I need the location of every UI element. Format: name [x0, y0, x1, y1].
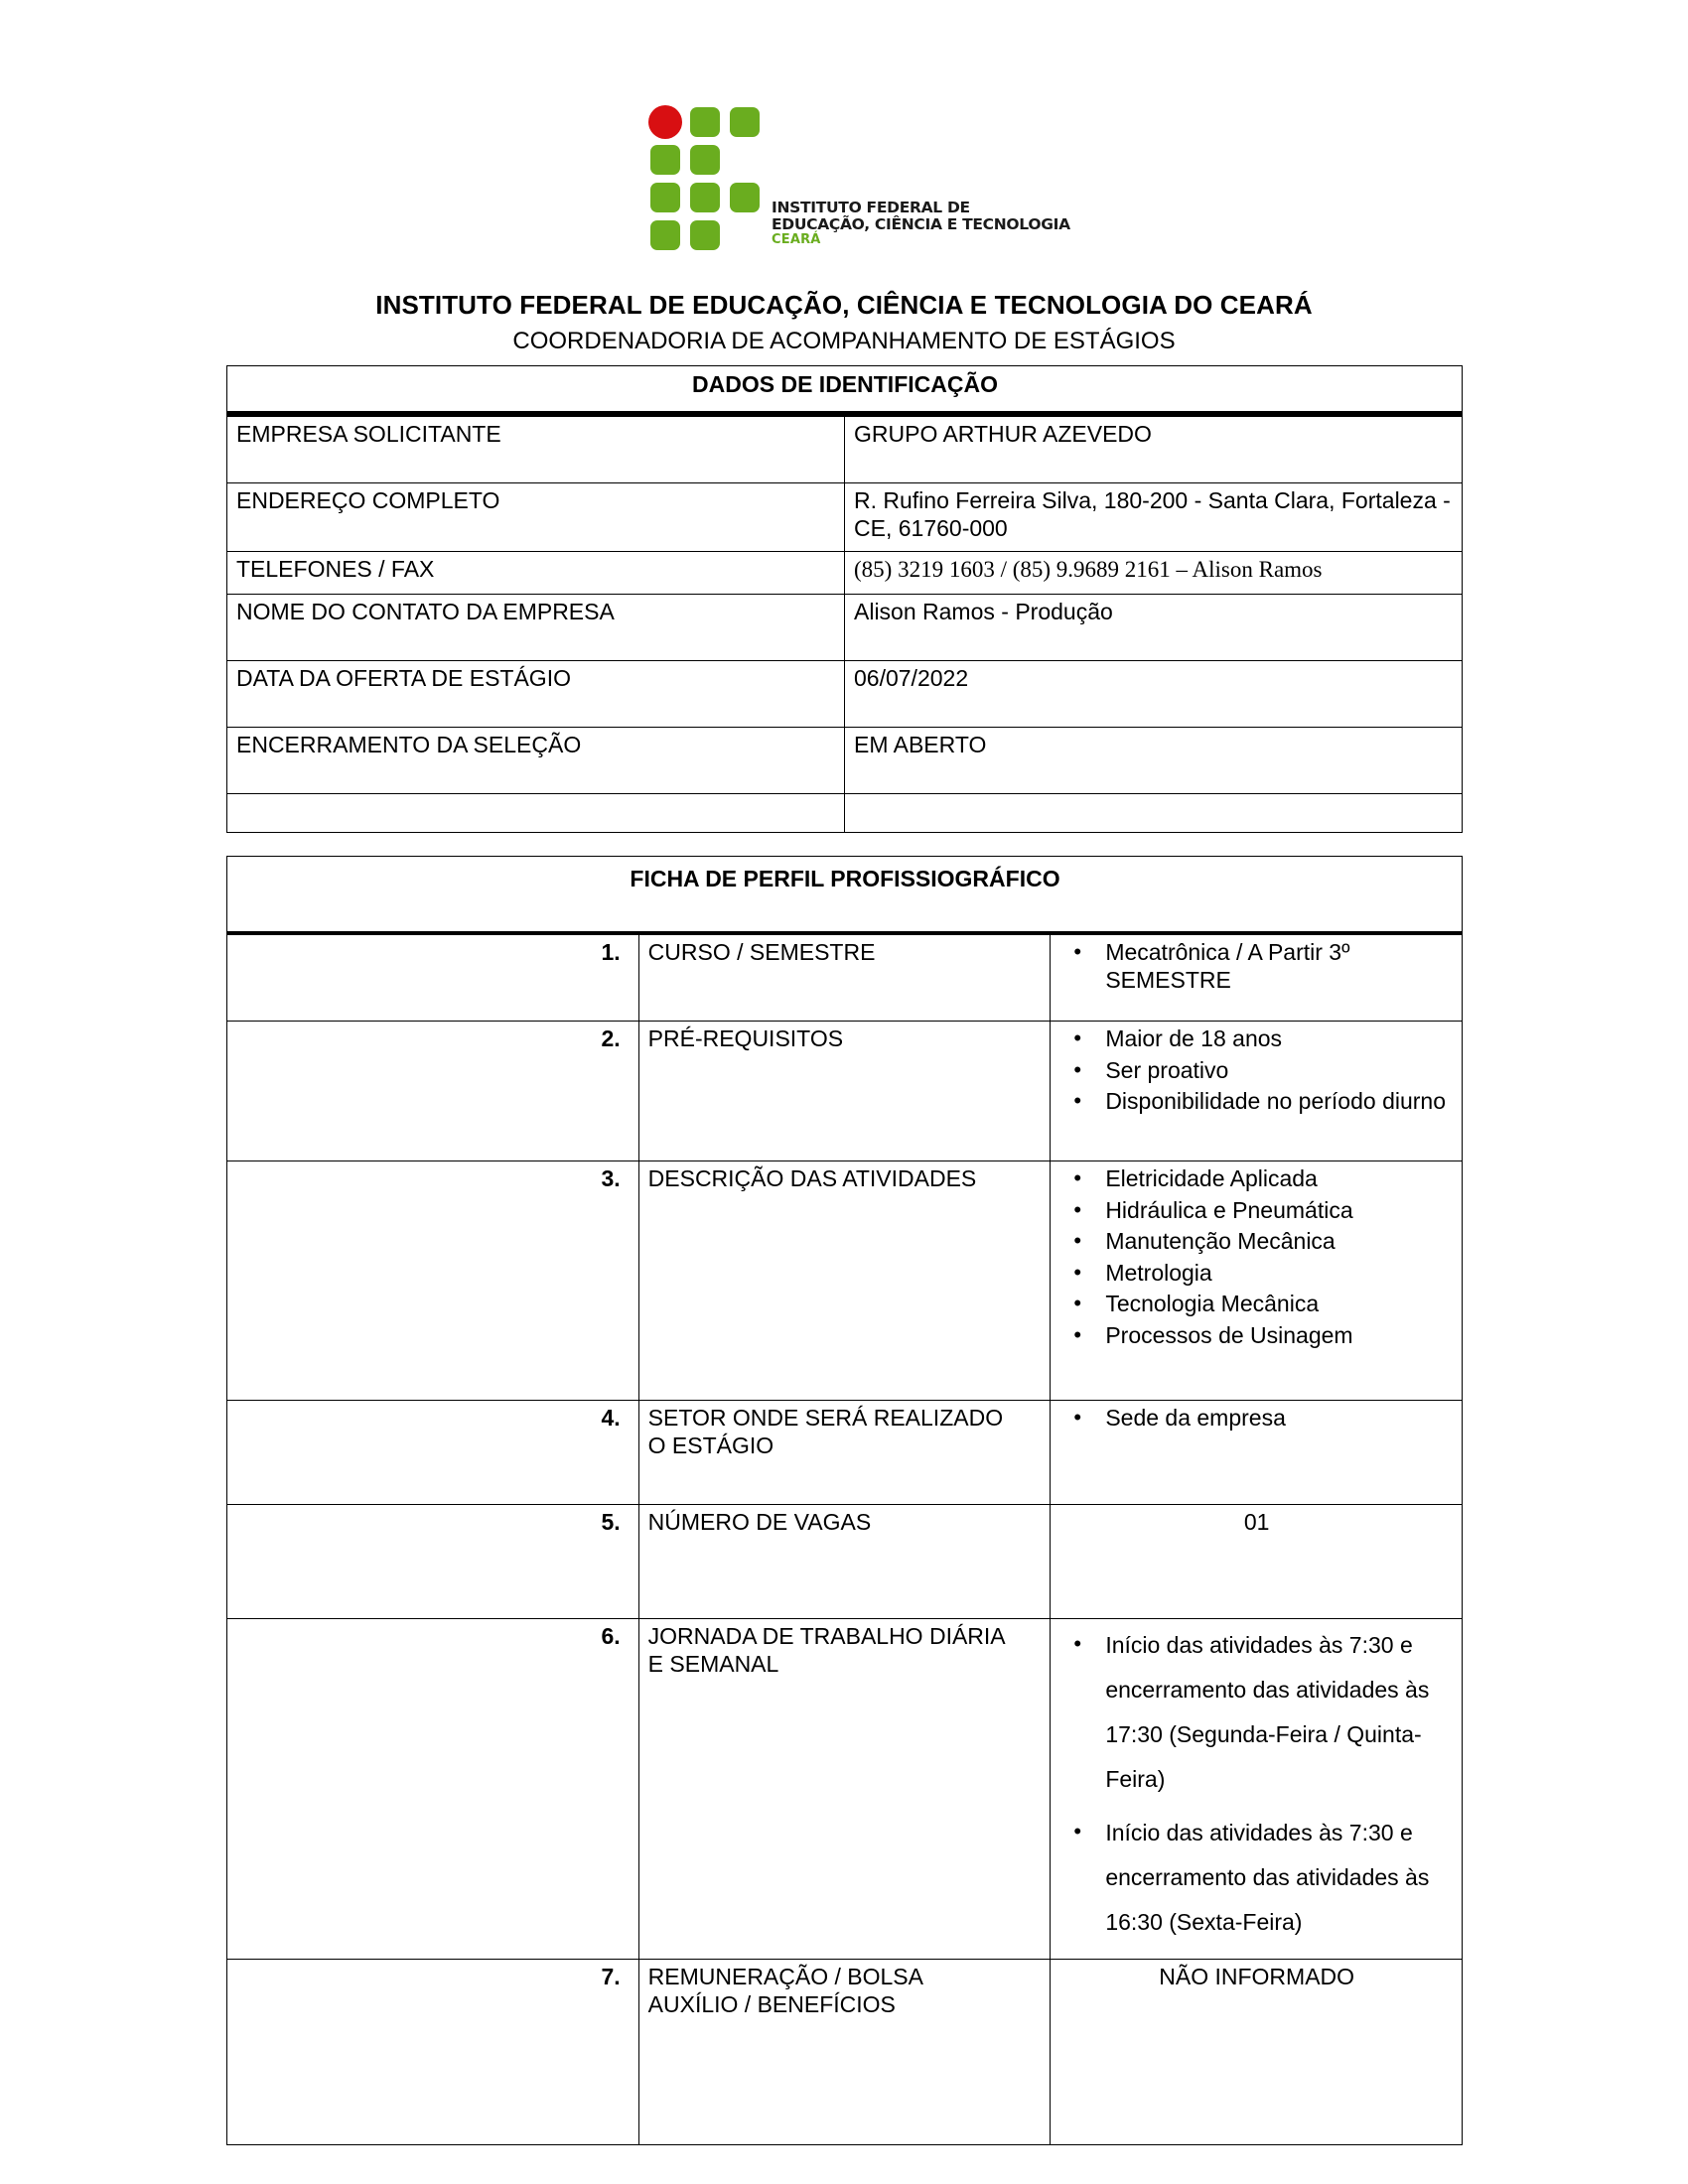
item-value-descricao-atividades	[1051, 1161, 1463, 1401]
list-item: • Processos de Usinagem	[1105, 1322, 1454, 1350]
item-label-jornada	[638, 1619, 1051, 1960]
item-label-setor-line1: SETOR ONDE SERÁ REALIZADO	[647, 1405, 1004, 1431]
item-value-curso-semestre	[1051, 933, 1463, 1022]
table-row-empty	[227, 794, 1463, 833]
ifce-logo	[650, 107, 1070, 250]
item-label-curso-semestre: CURSO / SEMESTRE	[638, 933, 1051, 1022]
list-item: • Disponibilidade no período diurno	[1105, 1088, 1454, 1116]
ifce-logo-mark	[650, 107, 764, 250]
row-label-empresa: EMPRESA SOLICITANTE	[227, 414, 845, 483]
list-item: • Início das atividades às 7:30 e encerramento das atividades às 16:30 (Sexta-Feira)	[1105, 1811, 1454, 1945]
logo-text-line2: EDUCAÇÃO, CIÊNCIA E TECNOLOGIA	[772, 215, 1070, 234]
item-label-descricao-atividades: DESCRIÇÃO DAS ATIVIDADES	[638, 1161, 1051, 1401]
item-value-pre-requisitos	[1051, 1022, 1463, 1161]
table-row	[227, 1959, 1463, 2144]
item-label-remuneracao-line1: REMUNERAÇÃO / BOLSA	[647, 1963, 923, 1989]
page-subtitle: COORDENADORIA DE ACOMPANHAMENTO DE ESTÁGIOS	[512, 328, 1176, 354]
professional-profile-table	[226, 856, 1463, 2145]
bullet-list	[1059, 1623, 1454, 1945]
table-header-row	[227, 366, 1463, 415]
row-value-endereco: R. Rufino Ferreira Silva, 180-200 - Santa Clara, Fortaleza - CE, 61760-000	[845, 483, 1463, 552]
row-label-contato: NOME DO CONTATO DA EMPRESA	[227, 595, 845, 661]
table-header-row	[227, 857, 1463, 934]
list-item: • Eletricidade Aplicada	[1105, 1165, 1454, 1193]
identification-table	[226, 365, 1463, 833]
item-label-numero-vagas: NÚMERO DE VAGAS	[638, 1505, 1051, 1619]
profile-table-title: FICHA DE PERFIL PROFISSIOGRÁFICO	[227, 857, 1463, 934]
row-value-encerramento: EM ABERTO	[845, 728, 1463, 794]
page-title: INSTITUTO FEDERAL DE EDUCAÇÃO, CIÊNCIA E TECNOLOGIA DO CEARÁ	[375, 290, 1313, 320]
logo-square-r4c1	[650, 220, 680, 250]
logo-square-r1c3	[730, 107, 760, 137]
bullet-list	[1059, 1165, 1454, 1350]
item-label-setor-line2: O ESTÁGIO	[647, 1432, 774, 1458]
item-number-6: 6.	[227, 1619, 639, 1960]
item-number-4: 4.	[227, 1401, 639, 1505]
item-label-remuneracao-line2: AUXÍLIO / BENEFÍCIOS	[647, 1990, 896, 2017]
row-label-data-oferta: DATA DA OFERTA DE ESTÁGIO	[227, 661, 845, 728]
row-label-endereco: ENDEREÇO COMPLETO	[227, 483, 845, 552]
table-row	[227, 661, 1463, 728]
table-row	[227, 1401, 1463, 1505]
logo-square-r1c2	[690, 107, 720, 137]
logo-text-line1: INSTITUTO FEDERAL DE	[772, 198, 970, 216]
item-number-5: 5.	[227, 1505, 639, 1619]
list-item: • Ser proativo	[1105, 1057, 1454, 1085]
table-row	[227, 728, 1463, 794]
table-row	[227, 1619, 1463, 1960]
logo-square-r3c2	[690, 183, 720, 212]
item-number-1: 1.	[227, 933, 639, 1022]
row-value-empresa: GRUPO ARTHUR AZEVEDO	[845, 414, 1463, 483]
list-item: • Hidráulica e Pneumática	[1105, 1197, 1454, 1225]
list-item: • Manutenção Mecânica	[1105, 1228, 1454, 1256]
identification-table-title: DADOS DE IDENTIFICAÇÃO	[227, 366, 1463, 415]
item-value-jornada	[1051, 1619, 1463, 1960]
table-row	[227, 483, 1463, 552]
table-row	[227, 1161, 1463, 1401]
item-value-setor	[1051, 1401, 1463, 1505]
logo-square-r3c1	[650, 183, 680, 212]
item-number-2: 2.	[227, 1022, 639, 1161]
item-value-remuneracao: NÃO INFORMADO	[1051, 1959, 1463, 2144]
table-row	[227, 414, 1463, 483]
list-item: • Metrologia	[1105, 1260, 1454, 1288]
item-label-jornada-line2: E SEMANAL	[647, 1650, 779, 1677]
row-value-data-oferta: 06/07/2022	[845, 661, 1463, 728]
table-row	[227, 933, 1463, 1022]
row-label-empty	[227, 794, 845, 833]
item-label-setor	[638, 1401, 1051, 1505]
bullet-list	[1059, 1405, 1454, 1433]
list-item: • Mecatrônica / A Partir 3º SEMESTRE	[1105, 939, 1454, 994]
table-row	[227, 595, 1463, 661]
item-label-remuneracao	[638, 1959, 1051, 2144]
logo-text-line3: CEARÁ	[772, 232, 821, 248]
list-item: • Tecnologia Mecânica	[1105, 1291, 1454, 1318]
row-value-contato: Alison Ramos - Produção	[845, 595, 1463, 661]
table-row	[227, 1505, 1463, 1619]
table-row	[227, 552, 1463, 595]
ifce-logo-wordmark	[772, 200, 1070, 248]
list-item: • Maior de 18 anos	[1105, 1025, 1454, 1053]
row-value-telefones: (85) 3219 1603 / (85) 9.9689 2161 – Alison Ramos	[845, 552, 1463, 595]
row-label-telefones: TELEFONES / FAX	[227, 552, 845, 595]
bullet-list	[1059, 1025, 1454, 1116]
item-number-7: 7.	[227, 1959, 639, 2144]
list-item: • Sede da empresa	[1105, 1405, 1454, 1433]
row-label-encerramento: ENCERRAMENTO DA SELEÇÃO	[227, 728, 845, 794]
item-label-jornada-line1: JORNADA DE TRABALHO DIÁRIA	[647, 1623, 1006, 1649]
item-number-3: 3.	[227, 1161, 639, 1401]
item-label-pre-requisitos: PRÉ-REQUISITOS	[638, 1022, 1051, 1161]
item-value-numero-vagas: 01	[1051, 1505, 1463, 1619]
row-value-empty	[845, 794, 1463, 833]
logo-square-r4c2	[690, 220, 720, 250]
logo-square-r3c3	[730, 183, 760, 212]
list-item: • Início das atividades às 7:30 e encerramento das atividades às 17:30 (Segunda-Feira / Quinta-Feira)	[1105, 1623, 1454, 1801]
logo-red-dot-icon	[648, 105, 682, 139]
logo-square-r2c1	[650, 145, 680, 175]
bullet-list	[1059, 939, 1454, 994]
logo-square-r2c2	[690, 145, 720, 175]
table-row	[227, 1022, 1463, 1161]
